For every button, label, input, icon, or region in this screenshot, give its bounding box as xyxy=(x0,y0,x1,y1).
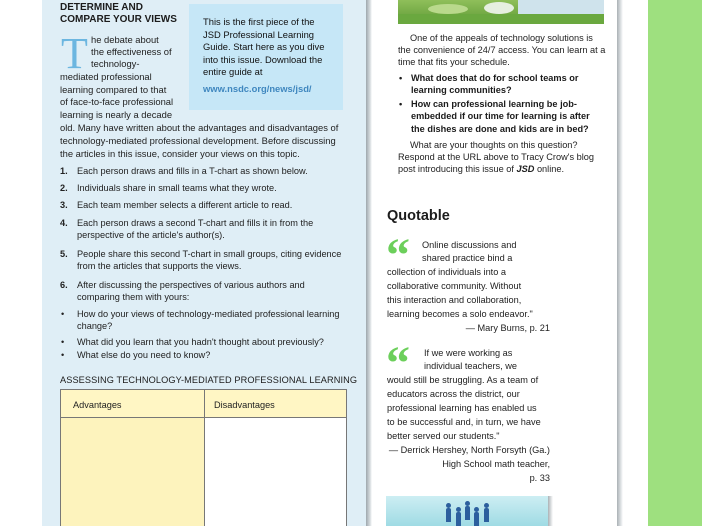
step-item xyxy=(60,217,350,242)
guide-line: Guide. Start here as you dive xyxy=(203,41,325,53)
bullet-marker: • xyxy=(61,309,65,319)
reflection-question-line: embedded if our time for learning is after xyxy=(411,111,590,122)
t-chart-header-advantages: Advantages xyxy=(73,400,122,410)
step-item xyxy=(60,199,350,211)
header-photo xyxy=(398,0,604,24)
left-panel-shadow xyxy=(366,0,372,526)
t-chart xyxy=(60,389,347,526)
tchart-title: ASSESSING TECHNOLOGY-MEDIATED PROFESSIONAL LEARNING xyxy=(60,375,358,385)
guide-line: entire guide at xyxy=(203,66,263,78)
step-text-line: perspective of the article's author(s). xyxy=(77,230,225,241)
right-panel-shadow xyxy=(617,0,623,526)
intro-line: the articles in this issue, consider your views on this topic. xyxy=(60,148,300,159)
step-number: 2. xyxy=(60,183,68,193)
heading-line-1: DETERMINE AND xyxy=(60,2,143,13)
step-text: Each team member selects a different article to read. xyxy=(77,200,293,210)
quote-line: learning becomes a solo endeavor." xyxy=(387,309,533,319)
quote-line: would still be struggling. As a team of xyxy=(387,375,539,385)
step-text: Each person draws and fills in a T-chart as shown below. xyxy=(77,166,308,176)
bullet-marker: • xyxy=(61,350,65,360)
person-figure xyxy=(446,508,451,522)
intro-line: learning is nearly a decade xyxy=(60,109,173,120)
heading-line-2: COMPARE YOUR VIEWS xyxy=(60,14,177,25)
quote-line: to be successful and, in turn, we have xyxy=(387,417,541,427)
quote-attribution: — Mary Burns, p. 21 xyxy=(465,323,550,333)
step-number: 1. xyxy=(60,166,68,176)
quote-line: collaborative community. Without xyxy=(387,281,522,291)
sub-bullet-line: change? xyxy=(77,321,113,332)
guide-download-link[interactable]: www.nsdc.org/news/jsd/ xyxy=(203,82,312,94)
bullet-marker: • xyxy=(399,73,403,83)
quote-line: professional learning has enabled us xyxy=(387,403,537,413)
guide-line: This is the first piece of the xyxy=(203,16,315,27)
person-figure xyxy=(484,508,489,522)
sub-bullet-line: What did you learn that you hadn't thought about previously? xyxy=(77,337,324,347)
reflection-question xyxy=(398,72,610,97)
t-chart-header-disadvantages: Disadvantages xyxy=(214,400,275,410)
reflection-line: One of the appeals of technology solutions is xyxy=(410,33,593,43)
step-item xyxy=(60,182,350,194)
step-text-line: comparing them with yours: xyxy=(77,292,190,303)
reflection-question xyxy=(398,98,610,135)
intro-line: old. Many have written about the advantages and disadvantages of xyxy=(60,122,339,133)
intro-line: mediated professional xyxy=(60,71,152,82)
quote-mark-icon: “ xyxy=(386,229,410,282)
quote-line: better served our students." xyxy=(387,431,500,441)
reflection-question-line: learning communities? xyxy=(411,85,512,96)
quote-line: Online discussions and xyxy=(422,240,517,250)
closing-online: online. xyxy=(536,164,565,174)
person-figure xyxy=(465,506,470,520)
step-text-line: from the articles that supports the views. xyxy=(77,261,242,272)
person-figure xyxy=(474,512,479,526)
quote-line: individual teachers, we xyxy=(424,361,517,371)
step-item xyxy=(60,165,350,177)
intro-line: he debate about xyxy=(91,34,159,45)
quote-line: shared practice bind a xyxy=(422,253,513,263)
section-heading xyxy=(60,2,180,26)
quote-mark-icon: “ xyxy=(386,337,410,390)
reflection-question-line: the dishes are done and kids are in bed? xyxy=(411,123,589,134)
bullet-marker: • xyxy=(399,99,403,109)
step-item xyxy=(60,279,350,304)
t-chart-advantages-area xyxy=(61,418,204,526)
bottom-illustration xyxy=(386,496,550,526)
guide-callout-box xyxy=(189,4,343,110)
quote-line: If we were working as xyxy=(424,348,513,358)
sub-bullet-item xyxy=(60,349,350,361)
guide-line: JSD Professional Learning xyxy=(203,28,314,40)
reflection-question-line: How can professional learning be job- xyxy=(411,99,577,109)
guide-callout-text xyxy=(203,16,331,79)
page-edge-strip xyxy=(648,0,702,526)
step-text-line: Each person draws a second T-chart and fills it in from the xyxy=(77,218,314,228)
reflection-closing-line: Respond at the URL above to Tracy Crow's blog xyxy=(398,152,594,162)
step-item xyxy=(60,248,350,273)
step-text-line: People share this second T-chart in small groups, citing evidence xyxy=(77,249,342,259)
quote-line: collection of individuals into a xyxy=(387,267,506,277)
bullet-marker: • xyxy=(61,337,65,347)
person-figure xyxy=(456,512,461,526)
sub-bullet-line: What else do you need to know? xyxy=(77,350,211,360)
reflection-line: time that fits your schedule. xyxy=(398,57,510,67)
journal-abbrev: JSD xyxy=(516,164,535,174)
guide-line: into this issue. Download the xyxy=(203,53,323,65)
sub-bullet-item xyxy=(60,308,350,333)
step-number: 4. xyxy=(60,218,68,228)
intro-line: of face-to-face professional xyxy=(60,96,174,107)
t-chart-divider xyxy=(204,390,205,526)
dropcap-letter: T xyxy=(61,29,88,78)
quote-attribution: High School math teacher, xyxy=(442,459,550,469)
intro-line: the effectiveness of xyxy=(91,46,172,57)
closing-text: post introducing this issue of xyxy=(398,164,514,174)
photo-sky xyxy=(518,0,604,14)
photo-detail xyxy=(484,2,514,14)
reflection-closing-line xyxy=(398,163,564,175)
quotable-heading: Quotable xyxy=(387,208,450,224)
quote-attribution: — Derrick Hershey, North Forsyth (Ga.) xyxy=(388,445,550,455)
quote-line: educators across the district, our xyxy=(387,389,520,399)
step-number: 5. xyxy=(60,249,68,259)
intro-line: learning compared to that xyxy=(60,84,167,95)
sub-bullet-line: How do your views of technology-mediated professional learning xyxy=(77,309,340,319)
intro-line: technology-mediated professional development. Before discussing xyxy=(60,135,336,146)
photo-detail xyxy=(428,4,468,14)
reflection-line: the convenience of 24/7 access. You can learn at a xyxy=(398,45,606,55)
step-number: 6. xyxy=(60,280,68,290)
step-text: Individuals share in small teams what they wrote. xyxy=(77,183,277,193)
photo-grass xyxy=(398,14,604,24)
quote-line: this interaction and collaboration, xyxy=(387,295,522,305)
step-text-line: After discussing the perspectives of various authors and xyxy=(77,280,305,290)
quote-attribution: p. 33 xyxy=(529,473,550,483)
reflection-closing-line: What are your thoughts on this question? xyxy=(410,140,578,150)
intro-line: technology- xyxy=(91,58,140,69)
illustration-shadow xyxy=(548,496,553,526)
step-number: 3. xyxy=(60,200,68,210)
sub-bullet-item xyxy=(60,336,350,348)
reflection-question-line: What does that do for school teams or xyxy=(411,73,579,83)
